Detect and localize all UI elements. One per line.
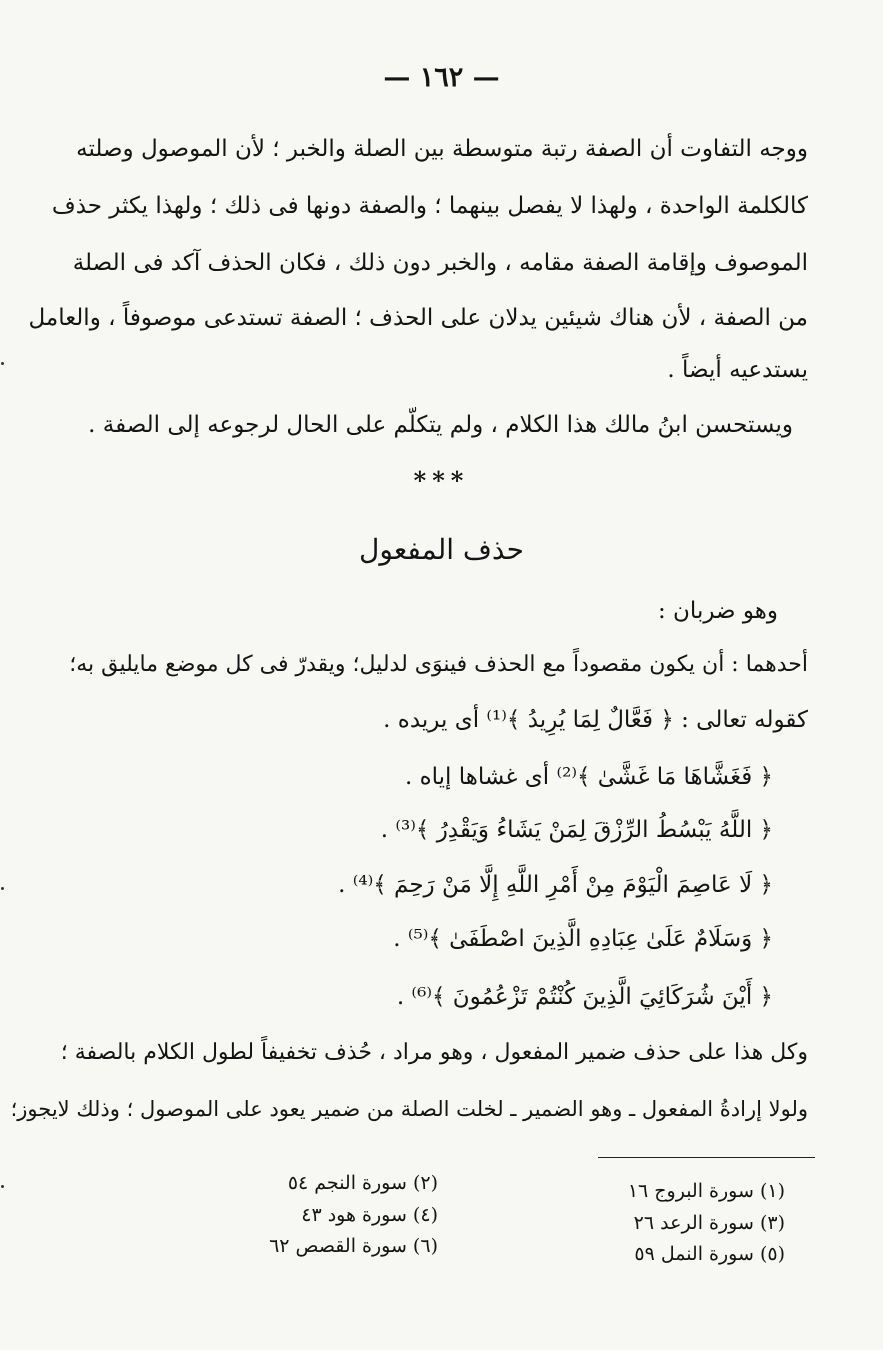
footnote: (٣) سورة الرعد ٢٦ (633, 1212, 785, 1234)
footnote: (٤) سورة هود ٤٣ (301, 1204, 438, 1226)
example-line: ﴿ اللَّهُ يَبْسُطُ الرِّزْقَ لِمَنْ يَشَاءُ وَيَقْدِرُ ﴾⁽³⁾ . (380, 817, 773, 843)
example-line: ﴿ وَسَلَامٌ عَلَىٰ عِبَادِهِ الَّذِينَ اصْطَفَىٰ ﴾⁽⁵⁾ . (393, 926, 773, 952)
footnote-rule (598, 1157, 815, 1158)
scan-speck (1, 887, 4, 890)
example-line: ﴿ لَا عَاصِمَ الْيَوْمَ مِنْ أَمْرِ اللَّهِ إِلَّا مَنْ رَحِمَ ﴾⁽⁴⁾ . (338, 872, 773, 898)
footnote: (٥) سورة النمل ٥٩ (634, 1243, 785, 1265)
footnote: (٦) سورة القصص ٦٢ (269, 1235, 438, 1257)
paragraph-line: ووجه التفاوت أن الصفة رتبة متوسطة بين الصلة والخبر ؛ لأن الموصول وصلته (76, 136, 808, 162)
paragraph-line: كالكلمة الواحدة ، ولهذا لا يفصل بينهما ؛ والصفة دونها فى ذلك ؛ ولهذا يكثر حذف (51, 193, 808, 219)
footnote: (٢) سورة النجم ٥٤ (287, 1172, 438, 1194)
example-line: كقوله تعالى : ﴿ فَعَّالٌ لِمَا يُرِيدُ ﴾⁽¹⁾ أى يريده . (383, 707, 808, 733)
page-number: — ١٦٢ — (383, 62, 500, 93)
example-line: ﴿ فَغَشَّاهَا مَا غَشَّىٰ ﴾⁽²⁾ أى غشاها إياه . (404, 764, 773, 790)
paragraph-line: وكل هذا على حذف ضمير المفعول ، وهو مراد ، حُذف تخفيفاً لطول الكلام بالصفة ؛ (60, 1040, 808, 1065)
paragraph-line: ويستحسن ابنُ مالك هذا الكلام ، ولم يتكلّم على الحال لرجوعه إلى الصفة . (88, 412, 793, 438)
scan-speck (1, 362, 4, 365)
paragraph-line: من الصفة ، لأن هناك شيئين يدلان على الحذف ؛ الصفة تستدعى موصوفاً ، والعامل (28, 305, 808, 331)
example-line: ﴿ أَيْنَ شُرَكَائِيَ الَّذِينَ كُنْتُمْ تَزْعُمُونَ ﴾⁽⁶⁾ . (396, 984, 773, 1010)
paragraph-line: يستدعيه أيضاً . (667, 357, 808, 383)
paragraph-line: الموصوف وإقامة الصفة مقامه ، والخبر دون ذلك ، فكان الحذف آكد فى الصلة (72, 250, 808, 276)
footnote: (١) سورة البروج ١٦ (627, 1180, 785, 1202)
paragraph-line: ولولا إرادةُ المفعول ـ وهو الضمير ـ لخلت الصلة من ضمير يعود على الموصول ؛ وذلك لايجوز؛ (10, 1097, 808, 1121)
scan-speck (1, 1185, 4, 1188)
intro-line: وهو ضربان : (657, 598, 778, 624)
first-type-line: أحدهما : أن يكون مقصوداً مع الحذف فينوَى لدليل؛ ويقدرّ فى كل موضع مايليق به؛ (69, 652, 808, 677)
section-separator: *** (413, 466, 470, 495)
section-title: حذف المفعول (359, 533, 524, 566)
